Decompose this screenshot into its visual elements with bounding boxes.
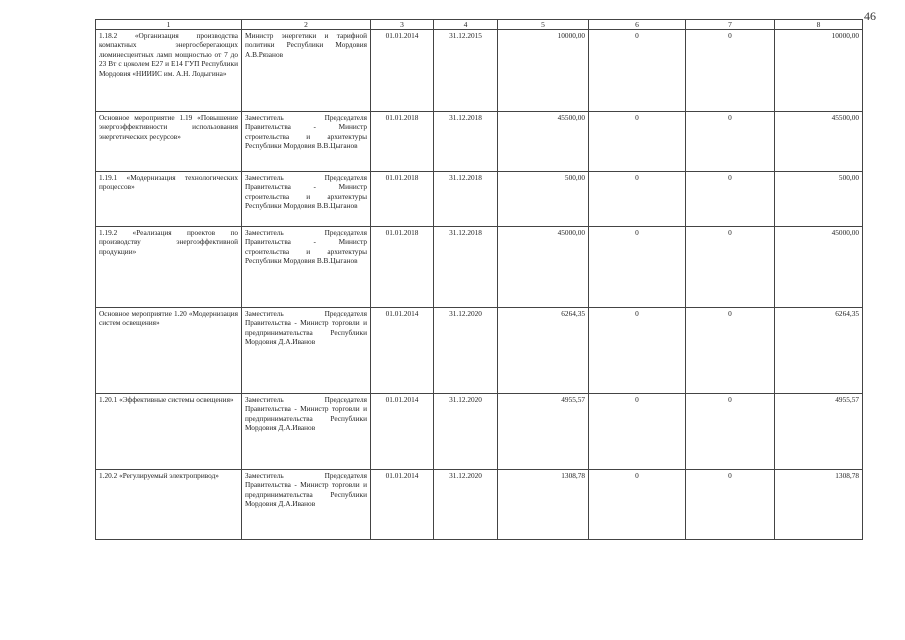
measure-name-cell: 1.19.1 «Модернизация технологических процессов» (96, 172, 242, 227)
total-funding-cell: 6264,35 (498, 308, 589, 394)
total-funding-cell: 1308,78 (498, 470, 589, 540)
responsible-person-cell: Заместитель Председателя Правительства - Министр строительства и архитектуры Республики Мордовия В.В.Цыганов (242, 112, 371, 172)
column-number-cell: 1 (96, 20, 242, 30)
total-funding-cell: 10000,00 (498, 30, 589, 112)
column-number-cell: 4 (434, 20, 498, 30)
funding-col6-cell: 0 (589, 112, 686, 172)
funding-col8-cell: 6264,35 (775, 308, 863, 394)
start-date-cell: 01.01.2018 (371, 112, 434, 172)
measure-name-cell: Основное мероприятие 1.20 «Модернизация систем освещения» (96, 308, 242, 394)
start-date-cell: 01.01.2014 (371, 470, 434, 540)
funding-col8-cell: 500,00 (775, 172, 863, 227)
total-funding-cell: 45500,00 (498, 112, 589, 172)
responsible-person-cell: Заместитель Председателя Правительства - Министр торговли и предпринимательства Республики Мордовия Д.А.Иванов (242, 394, 371, 470)
total-funding-cell: 500,00 (498, 172, 589, 227)
funding-col7-cell: 0 (686, 30, 775, 112)
start-date-cell: 01.01.2014 (371, 394, 434, 470)
responsible-person-cell: Заместитель Председателя Правительства - Министр торговли и предпринимательства Республики Мордовия Д.А.Иванов (242, 470, 371, 540)
end-date-cell: 31.12.2018 (434, 172, 498, 227)
table-row (96, 172, 863, 227)
end-date-cell: 31.12.2018 (434, 112, 498, 172)
table-row (96, 308, 863, 394)
column-number-cell: 3 (371, 20, 434, 30)
measure-name-cell: 1.20.2 «Регулируемый электропривод» (96, 470, 242, 540)
measure-name-cell: 1.18.2 «Организация производства компактных энергосберегающих люминесцентных ламп мощностью от 7 до 23 Вт с цоколем Е27 и Е14 ГУП Республики Мордовия «НИИИС им. А.Н. Лодыгина» (96, 30, 242, 112)
program-table (95, 19, 863, 540)
column-number-cell: 7 (686, 20, 775, 30)
start-date-cell: 01.01.2018 (371, 227, 434, 308)
total-funding-cell: 4955,57 (498, 394, 589, 470)
table-row (96, 470, 863, 540)
table-row (96, 112, 863, 172)
column-number-cell: 2 (242, 20, 371, 30)
funding-col7-cell: 0 (686, 308, 775, 394)
page-number: 46 (864, 9, 876, 23)
total-funding-cell: 45000,00 (498, 227, 589, 308)
funding-col8-cell: 4955,57 (775, 394, 863, 470)
end-date-cell: 31.12.2020 (434, 470, 498, 540)
funding-col8-cell: 10000,00 (775, 30, 863, 112)
responsible-person-cell: Заместитель Председателя Правительства - Министр строительства и архитектуры Республики Мордовия В.В.Цыганов (242, 172, 371, 227)
column-number-cell: 8 (775, 20, 863, 30)
column-number-cell: 6 (589, 20, 686, 30)
column-number-cell: 5 (498, 20, 589, 30)
end-date-cell: 31.12.2018 (434, 227, 498, 308)
funding-col6-cell: 0 (589, 30, 686, 112)
funding-col7-cell: 0 (686, 394, 775, 470)
funding-col7-cell: 0 (686, 227, 775, 308)
column-number-row (96, 20, 863, 30)
funding-col6-cell: 0 (589, 172, 686, 227)
end-date-cell: 31.12.2020 (434, 394, 498, 470)
end-date-cell: 31.12.2015 (434, 30, 498, 112)
start-date-cell: 01.01.2018 (371, 172, 434, 227)
funding-col8-cell: 45500,00 (775, 112, 863, 172)
responsible-person-cell: Министр энергетики и тарифной политики Республики Мордовия А.В.Рязанов (242, 30, 371, 112)
funding-col6-cell: 0 (589, 308, 686, 394)
start-date-cell: 01.01.2014 (371, 30, 434, 112)
funding-col7-cell: 0 (686, 112, 775, 172)
table-row (96, 30, 863, 112)
funding-col8-cell: 1308,78 (775, 470, 863, 540)
measure-name-cell: 1.19.2 «Реализация проектов по производству энергоэффективной продукции» (96, 227, 242, 308)
responsible-person-cell: Заместитель Председателя Правительства - Министр торговли и предпринимательства Республики Мордовия Д.А.Иванов (242, 308, 371, 394)
end-date-cell: 31.12.2020 (434, 308, 498, 394)
funding-col7-cell: 0 (686, 470, 775, 540)
measure-name-cell: 1.20.1 «Эффективные системы освещения» (96, 394, 242, 470)
funding-col6-cell: 0 (589, 227, 686, 308)
funding-col8-cell: 45000,00 (775, 227, 863, 308)
start-date-cell: 01.01.2014 (371, 308, 434, 394)
responsible-person-cell: Заместитель Председателя Правительства - Министр строительства и архитектуры Республики Мордовия В.В.Цыганов (242, 227, 371, 308)
table-row (96, 394, 863, 470)
funding-col6-cell: 0 (589, 394, 686, 470)
funding-col7-cell: 0 (686, 172, 775, 227)
funding-col6-cell: 0 (589, 470, 686, 540)
table-row (96, 227, 863, 308)
measure-name-cell: Основное мероприятие 1.19 «Повышение энергоэффективности использования энергетических ресурсов» (96, 112, 242, 172)
